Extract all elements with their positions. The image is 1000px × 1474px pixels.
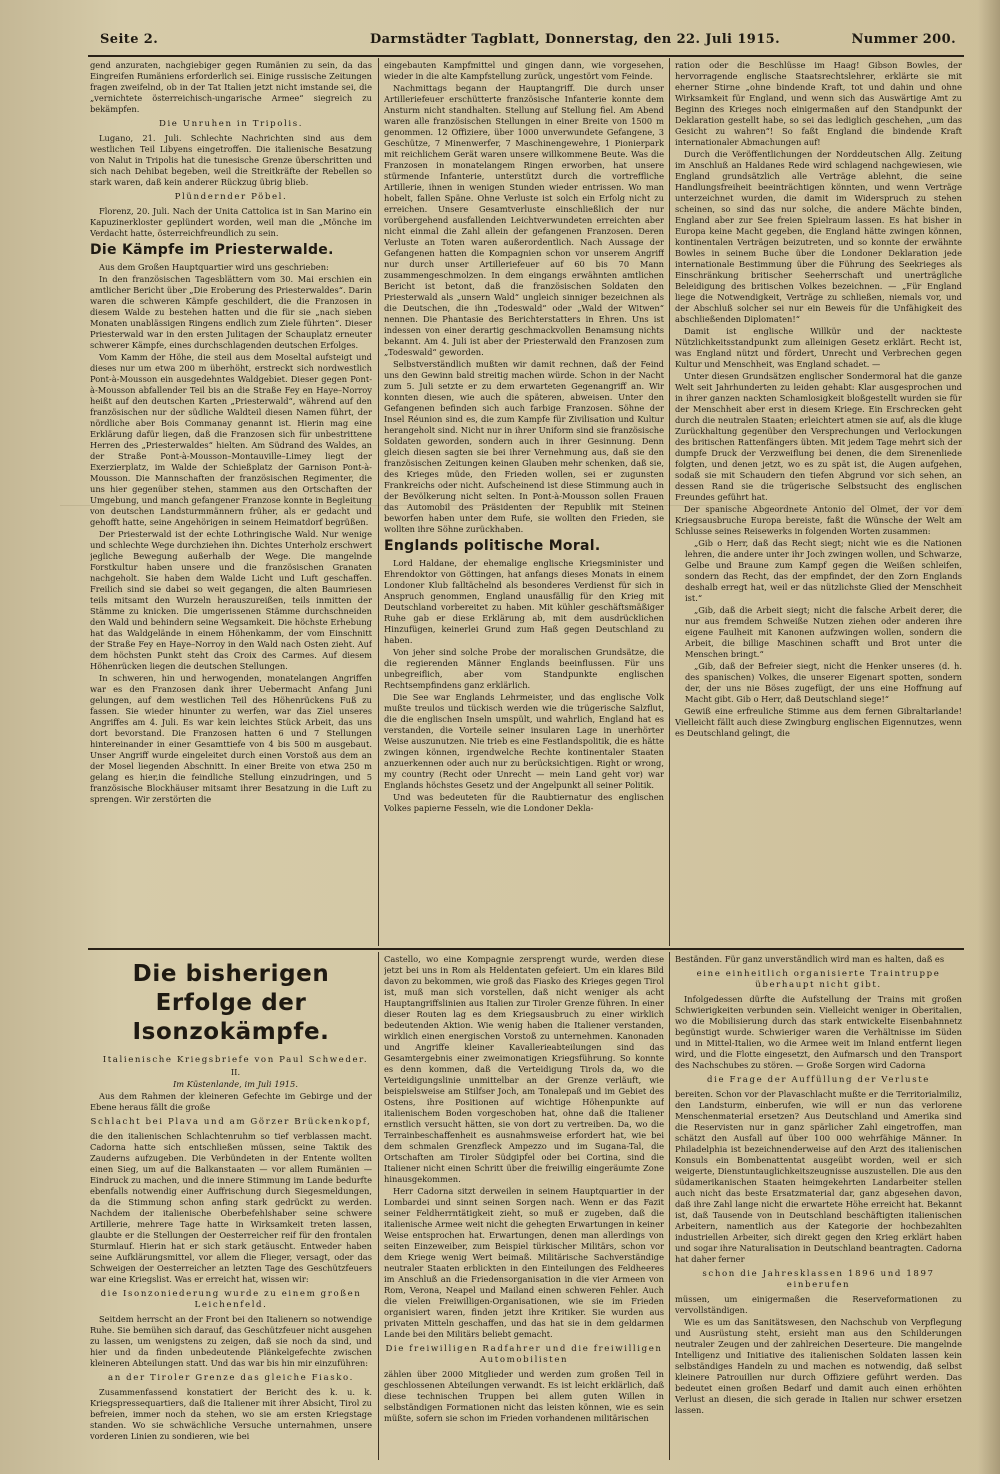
englands-moral-cont-p1: ration oder die Beschlüsse im Haag! Gibson Bowles, der hervorragende englische Staatsrechtslehrer, erklärte sie mit eherner Stirne „ohne bindende Kraft, tot und dahin und ohne Wirksamkeit für England, und wenn sich das Auswärtige Amt zu Beginn des Krieges noch einigermaßen auf den Standpunkt der Deklaration gestellt habe, so sei das lediglich geschehen, „um das Gesicht zu wahren“! So faßt England die bindende Kraft internationaler Abmachungen auf! [675,60,962,147]
priesterwald-cont-p1: eingebauten Kampfmittel und gingen dann, wie vorgesehen, wieder in die alte Kampfstellung zurück, ungestört vom Feinde. [384,60,664,81]
englands-moral-p2: Von jeher sind solche Probe der moralischen Grundsätze, die die regierenden Männer Englands beeinflussen. Für uns unbegreiflich, aber vom Standpunkte englischen Rechtsempfindens ganz erklärlich. [384,647,664,690]
isonzo-dateline: Im Küstenlande, im Juli 1915. [173,1079,298,1089]
tripolis-report: Lugano, 21. Juli. Schlechte Nachrichten sind aus dem westlichen Teil Libyens eingetroffen. Die italienische Besatzung von Nalut in Tripolis hat die tunesische Grenze überschritten und sich nach Dehibat begeben, weil die Streitkräfte der Rebellen so stark waren, daß kein anderer Rückzug übrig blieb. [90,133,372,187]
isonzo-sub-tirol: an der Tiroler Grenze das gleiche Fiasko. [107,1373,354,1383]
englands-moral-cont-p5: Der spanische Abgeordnete Antonio del Olmet, der vor dem Kriegsausbruche Europa bereiste, faßt die Wünsche der Welt am Schlusse seines Reisewerks in folgenden Worten zusammen: [675,504,962,536]
isonzo-cont-p8: Wie es um das Sanitätswesen, den Nachschub von Verpflegung und Ausrüstung steht, ersieht man aus den Schilderungen neutraler Zeugen und der zahlreichen Deserteure. Die mangelnde Intelligenz und Initiative des italienischen Soldaten lassen kein selbständiges Handeln zu und machen es notwendig, daß selbst kleinere Patrouillen nur durch Offiziere geführt werden. Das bedeutet einen großen Bedarf und damit auch einen erhöhten Verlust an diesen, die sich gerade in Italien nur schwer ersetzen lassen. [675,1317,962,1415]
isonzo-cont-p7: müssen, um einigermaßen die Reserveformationen zu vervollständigen. [675,1294,962,1315]
englands-moral-cont-p3: Damit ist englische Willkür und der nackteste Nützlichkeitsstandpunkt zum alleinigen Gesetz erklärt. Recht ist, was England nützt und fördert, Unrecht und Verbrechen gegen Kultur und Menschheit, was England schadet. — [675,326,962,369]
isonzo-p2: die den italienischen Schlachtenruhm so tief verblassen macht. Cadorna hatte sich entschließen müssen, seine Taktik des Zauderns aufzugeben. Die Verbündeten in der Entente wollten einen Sieg, um auf die Balkanstaaten — vor allem Rumänien — Eindruck zu machen, und die innere Stimmung im Lande bedurfte ebenfalls notwendig einer Auffrischung durch Siegesmeldungen, da die Stimmung schon anfing stark gedrückt zu werden. Nachdem der italienische Oberbefehlshaber seine schwere Artillerie, mehrere Tage hatte in Wirksamkeit treten lassen, glaubte er die Stellungen der Oesterreicher reif für den frontalen Sturmlauf. Hierin hat er sich stark getäuscht. Entweder haben seine Aufklärungsmittel, vor allem die Flieger, versagt, oder das Schweigen der Oesterreicher an letzten Tage des Geschützfeuers war eine Kriegslist. Was er erreicht hat, wissen wir: [90,1131,372,1284]
lower-column-1 [90,954,372,1460]
isonzo-cont-p5: Infolgedessen dürfte die Aufstellung der Trains mit großen Schwierigkeiten verbunden sein. Vielleicht weniger in Oberitalien, wo die Mobilisierung durch das stark entwickelte Eisenbahnnetz begünstigt wurde. Schwieriger waren die Verhältnisse im Süden und in Mittel-Italien, wo die Armee weit im Inland entfernt liegen wird, und die Flotte eingesetzt, den Aufmarsch und den Transport des Nachschubes zu stören. — Große Sorgen wird Cadorna [675,994,962,1070]
priesterwald-cont-p2: Nachmittags begann der Hauptangriff. Die durch unser Artilleriefeuer erschütterte französische Infanterie konnte dem Ansturm nicht standhalten. Stellung auf Stellung fiel. Am Abend waren alle französischen Stellungen in einer Breite von 1500 m genommen. 12 Offiziere, über 1000 unverwundete Gefangene, 3 Geschütze, 7 Minenwerfer, 7 Maschinengewehre, 1 Pionierpark mit reichlichem Gerät waren unsere willkommene Beute. Was die Franzosen in monatelangem Ringen erworben, hat unsere stürmende Infanterie, unterstützt durch die vortreffliche Artillerie, ihnen in wenigen Stunden wieder entrissen. Wo man hobelt, fallen Späne. Ohne Verluste ist solch ein Erfolg nicht zu erreichen. Unsere Gesamtverluste einschließlich der nur vorübergehend ausfallenden Leichtverwundeten erreichten aber nicht einmal die Zahl allein der gefangenen Franzosen. Deren Verluste an Toten waren außerordentlich. Nach Aussage der Gefangenen hatten die Kompagnien schon vor unserem Angriff nur durch unser Artilleriefeuer auf 60 bis 70 Mann zusammengeschmolzen. In dem eingangs erwähnten amtlichen Bericht ist betont, daß die französischen Soldaten den Priesterwald als „unsern Wald“ ungleich sinniger bezeichnen als die Deutschen, die ihn „Todeswald“ oder „Wald der Witwen“ nennen. Die Phantasie des Berichterstatters in Ehren. Uns ist indessen von einer derartig geschmackvollen Benamsung nichts bekannt. Am 4. Juli ist aber der Priesterwald den Franzosen zum „Todeswald“ geworden. [384,83,664,357]
englands-moral-p3: Die See war Englands Lehrmeister, und das englische Volk mußte treulos und tückisch werden wie die trügerische Salzflut, die die englischen Inseln umspült, und wahrlich, England hat es verstanden, die Vorteile seiner insularen Lage in unerhörter Weise auszunutzen. Nie trieb es eine Festlandspolitik, die es hätte zwingen können, irgendwelche Rechte kontinentaler Staaten anzuerkennen oder auch nur zu berücksichtigen. Right or wrong, my country (Recht oder Unrecht — mein Land geht vor) war Englands höchstes Gesetz und der Angelpunkt all seiner Politik. [384,692,664,790]
column-rule-4 [669,952,670,1460]
page-number: Seite 2. [100,32,159,47]
isonzo-part-number: II. [230,1067,241,1077]
page-header [100,32,956,54]
poebel-heading: Plündernder Pöbel. [174,192,288,202]
column-rule-2 [669,58,670,946]
englands-moral-cont-p6: Gewiß eine erfreuliche Stimme aus dem fernen Gibraltarlande! Vielleicht fällt auch diese Zwingburg englischen Eigennutzes, wenn es Deutschland gelingt, die [675,706,962,738]
isonzo-byline: Italienische Kriegsbriefe von Paul Schweder. [102,1055,369,1065]
isonzo-sub-plava: Schlacht bei Plava und am Görzer Brückenkopf, [90,1117,372,1127]
column-1 [90,60,372,944]
tripolis-heading: Die Unruhen in Tripolis. [158,119,304,129]
isonzo-p1: Aus dem Rahmen der kleineren Gefechte im Gebirge und der Ebene heraus fällt die große [90,1091,372,1112]
priesterwald-cont-p3: Selbstverständlich mußten wir damit rechnen, daß der Feind uns den Gewinn bald streitig machen würde. Schon in der Nacht zum 5. Juli setzte er zu dem erwarteten Gegenangriff an. Wir konnten diesen, wie auch die späteren, abweisen. Unter den Gefangenen befinden sich auch farbige Franzosen. Söhne der Insel Réunion sind es, die zum Kampfe für Zivilisation und Kultur herangeholt sind. Nicht nur in ihrer Uniform sind sie französische Soldaten geworden, sondern auch in ihrer Gesinnung. Denn gleich diesen sagten sie bei ihrer Vernehmung aus, daß sie den französischen Zeitungen keinen Glauben mehr schenken, daß sie, des Krieges müde, den Frieden wollen, sei er zugunsten Frankreichs oder nicht. Aufscheinend ist diese Stimmung auch in der Bevölkerung nicht selten. In Pont-à-Mousson sollen Frauen das Automobil des Präsidenten der Republik mit Steinen beworfen haben unter dem Rufe, sie wollten den Frieden, sie wollten ihre Söhne zurückhaben. [384,359,664,534]
englands-moral-title: Englands politische Moral. [384,538,601,554]
column-2 [384,60,664,944]
isonzo-cont-p6: bereiten. Schon vor der Plavaschlacht mußte er die Territorialmiliz, den Landsturm, einberufen, wie will er nun das verlorene Menschenmaterial ersetzen? Aus Deutschland und Amerika sind die Reservisten nur in ganz spärlicher Zahl eingetroffen, man schätzt den Ausfall auf über 100 000 wehrfähige Männer. In Philadelphia ist bezeichnenderweise auf den Arzt des italienischen Konsuls ein Bombenattentat ausgeübt worden, weil er sich weigerte, Dienstuntauglichkeitszeugnisse auszustellen. Die aus den südamerikanischen Staaten heimgekehrten Landarbeiter stellen auch nicht das beste Ersatzmaterial dar, ganz abgesehen davon, daß ihre Zahl lange nicht die erwartete Höhe erreicht hat. Bekannt ist, daß Tausende von in Deutschland beschäftigten italienischen Arbeitern, namentlich aus der Kategorie der hochbezahlten industriellen Arbeiter, sich direkt gegen den Krieg erklärt haben und sogar ihre Naturalisation in Deutschland beantragten. Cadorna hat daher ferner [675,1089,962,1264]
issue-number: Nummer 200. [851,32,956,47]
isonzo-title: Die bisherigen Erfolge der Isonzokämpfe. [132,961,330,1045]
isonzo-cont-p4: Beständen. Für ganz unverständlich wird man es halten, daß es [675,954,945,964]
column-3 [675,60,962,944]
isonzo-cont-p3: zählen über 2000 Mitglieder und werden zum großen Teil in geschlossenen Abteilungen verwandt. Es ist leicht erklärlich, daß diese technischen Truppen bei allem guten Willen in selbständigen Formationen nicht das leisten können, wie es sein müßte, sofern sie schon im Frieden vorhandenen militärischen [384,1369,664,1423]
priesterwald-p5: In schweren, hin und herwogenden, monatelangen Angriffen war es den Franzosen dank ihrer Uebermacht Anfang Juni gelungen, auf dem westlichen Teil des Höhenrückens Fuß zu fassen. Sie wieder hinunter zu werfen, war das Ziel unseres Angriffes am 4. Juli. Es war kein leichtes Stück Arbeit, das uns dort bevorstand. Die Franzosen hatten 6 und 7 Stellungen hintereinander in einer Gesamttiefe von 4 bis 500 m ausgebaut. Unser Angriff wurde eingeleitet durch einen Vorstoß aus dem an der Mosel liegenden Abschnitt. In einer Breite von etwa 250 m gelang es hier,in die feindliche Stellung einzudringen, und 5 französische Blockhäuser mitsamt ihrer Besatzung in die Luft zu sprengen. Wir zerstörten die [90,673,372,804]
priesterwald-p4: Der Priesterwald ist der echte Lothringische Wald. Nur wenige und schlechte Wege durchziehen ihn. Dichtes Unterholz erschwert jegliche Bewegung außerhalb der Wege. Die mangelnde Forstkultur haben unsere und die französischen Granaten nachgeholt. Sie haben dem Walde Licht und Luft geschaffen. Freilich sind sie dabei so weit gegangen, die alten Baumriesen teils mitsamt den Wurzeln herauszureißen, teils inmitten der Stämme zu knicken. Die umgerissenen Stämme durchschneiden den Wald und behindern seine Wegsamkeit. Die höchste Erhebung hat das Waldgelände in einem Höhenkamm, der vom Einschnitt der Straße Fey en Haye–Norroy in den Wald nach Osten zieht. Auf dem höchsten Punkt steht das Croix des Carmes. Auf diesem Höhenrücken liegen die deutschen Stellungen. [90,529,372,671]
column-rule-1 [378,58,379,946]
lower-column-3 [675,954,962,1460]
englands-moral-cont-p2: Durch die Veröffentlichungen der Norddeutschen Allg. Zeitung im Anschluß an Haldanes Rede wird schlagend nachgewiesen, wie England grundsätzlich alle Verträge ablehnt, die seine Handlungsfreiheit beeinträchtigen könnten, und wenn Verträge unterzeichnet wurden, die damit im Widerspruch zu stehen scheinen, so sind das nur solche, die andere Mächte binden, England aber zur See freien Spielraum lassen. Es hat bisher in Europa keine Macht gegeben, die England hätte zwingen können, kontinentalen Verträgen beizutreten, und so konnte der erwähnte Bowles in seinem Buche über die Londoner Deklaration jede internationale Bestimmung über die Führung des Seekrieges als Einschränkung britischer Seeherrschaft und unerträgliche Beleidigung des britischen Volkes bezeichnen. — „Für England liege die Notwendigkeit, Verträge zu schließen, niemals vor, und der Abschluß solcher sei nur ein Beweis für die Unfähigkeit des abschließenden Diplomaten!“ [675,149,962,324]
olmet-quote-3: „Gib, daß der Befreier siegt, nicht die Henker unseres (d. h. des spanischen) Volkes, die unserer Eigenart spotten, sondern der, der uns nie Böses zugefügt, der uns eine Hoffnung auf Macht gibt. Gib o Herr, daß Deutschland siege!“ [685,661,962,704]
page-spine-shadow [978,0,1000,1474]
isonzo-cont-p2: Herr Cadorna sitzt derweilen in seinem Hauptquartier in der Lombardei und sinnt seinen Sorgen nach. Wenn er das Fazit seiner Feldherrntätigkeit zieht, so muß er zugeben, daß die italienische Armee weit nicht die gehegten Erwartungen in keiner Weise entsprochen hat. Erwartungen, denen man allerdings von seiten Einzeweiber, zum Beispiel türkischer Militärs, schon vor dem Kriege wenig Wert beimaß. Militärische Sachverständige neutraler Staaten erblickten in den Einteilungen des Feldheeres im Anschluß an die Friedensorganisation in die vier Armeen von Rom, Verona, Neapel und Mailand einen schweren Fehler. Auch die vielen Freiwilligen-Organisationen, wie sie im Frieden organisiert waren, finden jetzt ihre Kritiker. Sie wurden aus privaten Mitteln geschaffen, und das hat sie in dem geldarmen Lande bei den Militärs beliebt gemacht. [384,1186,664,1339]
priesterwald-title: Die Kämpfe im Priesterwalde. [90,242,334,258]
isonzo-cont-p1: Castello, wo eine Kompagnie zersprengt wurde, werden diese jetzt bei uns in Rom als Heldentaten gefeiert. Um ein klares Bild davon zu bekommen, wie groß das Fiasko des Krieges gegen Tirol ist, muß man sich vorstellen, daß nicht weniger als acht Hauptangriffslinien aus Italien zur Tiroler Grenze führen. In einer dieser Routen lag es dem Kriegsausbruch zu einer wirklich bedeutenden Aktion. Wie wenig haben die Italiener verstanden, wirklich einen energischen Vorstoß zu unternehmen. Kanonaden und Angriffe kleiner Kavallerieabteilungen sind das Gesamtergebnis einer zweimonatigen Kriegsführung. So konnte es denn kommen, daß die Verteidigung Tirols da, wo die Verteidigungslinie unmittelbar an der Grenze verläuft, wie beispielsweise am Stilfser Joch, am Tonalepaß und im Gebiet des Ostens, ihre Positionen auf wichtige Höhenpunkte auf italienischem Boden vorgeschoben hat, ohne daß die Italiener ernstlich versucht hätten, sie von dort zu vertreiben. Da, wo die Terrainbeschaffenheit es ausnahmsweise erfordert hat, wie bei dem schmalen Grenzfleck Ampezzo und im Sugana-Tal, die Ortschaften am Tiroler Südgipfel oder bei Cortina, sind die Italiener nicht einen Schritt über die freiwillig eingeräumte Zone hinausgekommen. [384,954,664,1184]
isonzo-sub-freiwillige: Die freiwilligen Radfahrer und die freiwilligen Automobilisten [385,1344,663,1365]
priesterwald-p3: Vom Kamm der Höhe, die steil aus dem Moseltal aufsteigt und dieses nur um etwa 200 m überhöht, erstreckt sich nordwestlich Pont-à-Mousson ein ausgedehntes Waldgebiet. Dieser gegen Pont-à-Mousson abfallender Teil bis an die Straße Fey en Haye–Norroy heißt auf den deutschen Karten „Priesterwald“, während auf den französischen nur der südliche Waldteil diesen Namen führt, der nördliche aber Bois Commanay genannt ist. Hierin mag eine Erklärung dafür liegen, daß die Franzosen sich für unbestrittene Herren des „Priesterwaldes“ hielten. Am Südrand des Waldes, an der Straße Pont-à-Mousson–Montauville–Limey liegt der Exerzierplatz, im Walde der Schießplatz der Garnison Pont-à-Mousson. Die Mannschaften der französischen Regimenter, die uns hier gegenüber stehen, stammen aus den Ortschaften der Umgebung, und manch gefangener Franzose konnte in Begleitung von deutschen Landsturmmännern früher, als er gedacht und gehofft hatte, seine Angehörigen in seinem Heimatdorf begrüßen. [90,352,372,527]
russia-paragraph: gend anzuraten, nachgiebiger gegen Rumänien zu sein, da das Eingreifen Rumäniens erforderlich sei. Einige russische Zeitungen fragen zweifelnd, ob in der Tat Italien jetzt nicht imstande sei, die „vernichtete österreichisch-ungarische Armee“ siegreich zu bekämpfen. [90,60,372,114]
isonzo-sub-traintruppe: eine einheitlich organisierte Traintruppe überhaupt nicht gibt. [696,969,941,990]
isonzo-p3: Seitdem herrscht an der Front bei den Italienern so notwendige Ruhe. Sie bemühen sich darauf, das Geschützfeuer nicht ausgehen zu lassen, um wenigstens zu zeigen, daß sie noch da sind, und hier und da finden unbedeutende Plänkelgefechte zwischen kleineren Abteilungen statt. Und das war bis hin mir einzuführen: [90,1314,372,1368]
isonzo-sub-leichenfeld: die Isonzoniederung wurde zu einem großen Leichenfeld. [100,1289,362,1310]
isonzo-sub-verluste: die Frage der Auffüllung der Verluste [707,1075,930,1085]
masthead-line: Darmstädter Tagblatt, Donnerstag, den 22. Juli 1915. [369,32,781,47]
olmet-quote-1: „Gib o Herr, daß das Recht siegt; nicht wie es die Nationen lehren, die andere unter ihr Joch zwingen wollen, und Schwarze, Gelbe und Braune zum Kampf gegen die Weißen schleifen, sondern das Recht, das der empfindet, der den Zorn Englands deshalb erregt hat, weil er das nützlichste Glied der Menschheit ist.“ [685,538,962,603]
poebel-report: Florenz, 20. Juli. Nach der Unita Cattolica ist in San Marino ein Kapuzinerkloster geplündert worden, weil man die „Mönche im Verdacht hatte, österreichfreundlich zu sein. [90,206,372,238]
lower-column-2 [384,954,664,1460]
englands-moral-p4: Und was bedeuteten für die Raubtiernatur des englischen Volkes papierne Fesseln, wie die Londoner Dekla- [384,792,664,813]
section-divider [88,948,964,950]
priesterwald-p2: In den französischen Tagesblättern vom 30. Mai erschien ein amtlicher Bericht über „Die Eroberung des Priesterwaldes“. Darin waren die schweren Kämpfe geschildert, die die Franzosen in diesem Walde zu bestehen hatten und die für sie „nach sieben Monaten unablässigen Ringens endlich zum Ziele führten“. Dieser Priesterwald war in den ersten Julitagen der Schauplatz erneuter schwerer Kämpfe, eines durchschlagenden deutschen Erfolges. [90,274,372,350]
column-rule-3 [378,952,379,1460]
header-rule [88,55,964,57]
englands-moral-p1: Lord Haldane, der ehemalige englische Kriegsminister und Ehrendoktor von Göttingen, hat anfangs dieses Monats in einem Londoner Klub falltächelnd als besonderes Verdienst für sich in Anspruch genommen, England unausfällig für den Krieg mit Deutschland vorbereitet zu haben. Mit kühler geschäftsmäßiger Ruhe gab er diese Erklärung ab, mit dem ausdrücklichen Hinzufügen, keinerlei Grund zum Haß gegen Deutschland zu haben. [384,558,664,645]
isonzo-p4: Zusammenfassend konstatiert der Bericht des k. u. k. Kriegspressequartiers, daß die Italiener mit ihrer Absicht, Tirol zu befreien, immer noch da stehen, wo sie am ersten Kriegstage standen. Wo sie schwächliche Versuche unternahmen, unsere vorderen Linien zu sondieren, wie bei [90,1387,372,1441]
englands-moral-cont-p4: Unter diesen Grundsätzen englischer Sondermoral hat die ganze Welt seit Jahrhunderten zu leiden gehabt: Klar ausgesprochen und in ihrer ganzen nackten Schamlosigkeit bloßgestellt wurden sie für der Menschheit aber erst in diesem Kriege. Ein Erschrecken geht durch die neutralen Staaten; erleichtert atmen sie auf, als die kluge Zurückhaltung gegenüber den Versprechungen und Verlockungen des britischen Rattenfängers übten. Mit jedem Tage mehrt sich der dumpfe Druck der Verzweiflung bei denen, die dem Sirenenliede folgten, und denen jetzt, wo es zu spät ist, die Augen aufgehen, sodaß sie mit Schaudern den tiefen Abgrund vor sich sehen, an dessen Rand sie die trügerische Selbstsucht des englischen Freundes geführt hat. [675,371,962,502]
priesterwald-intro: Aus dem Großen Hauptquartier wird uns geschrieben: [99,262,329,272]
olmet-quote-2: „Gib, daß die Arbeit siegt; nicht die falsche Arbeit derer, die nur aus fremdem Schweiße Nutzen ziehen oder anderen ihre eigene Faulheit mit Kanonen aufzwingen wollen, sondern die Arbeit, die billige Maschinen schafft und Brot unter die Menschen bringt.“ [685,605,962,659]
isonzo-sub-jahresklassen: schon die Jahresklassen 1896 und 1897 einberufen [702,1269,935,1290]
